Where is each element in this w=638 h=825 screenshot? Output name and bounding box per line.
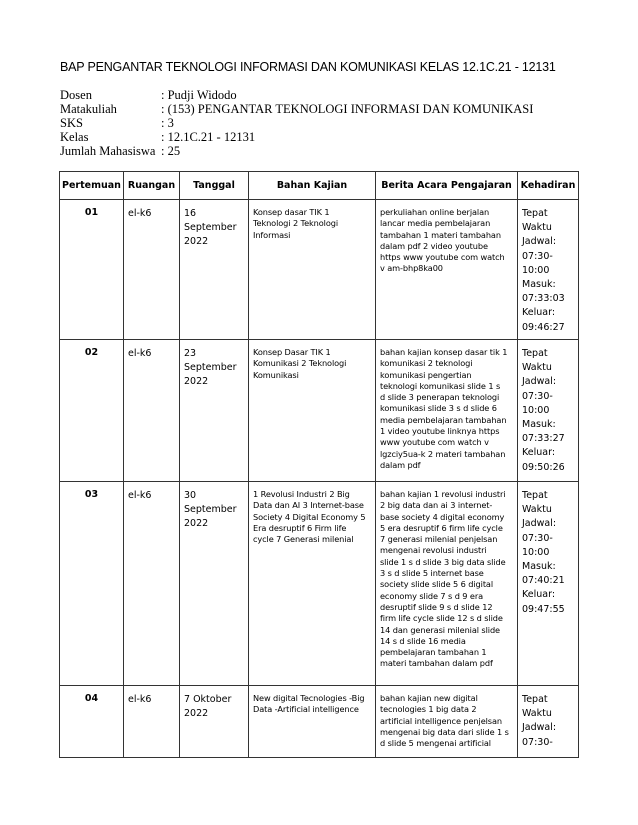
cell-line: komunikasi slide 3 s d slide 6 [380, 403, 497, 414]
cell-line: media pembelajaran tambahan [380, 414, 507, 425]
document-title: BAP PENGANTAR TEKNOLOGI INFORMASI DAN KOMUNIKASI KELAS 12.1C.21 - 12131 [60, 60, 556, 74]
cell-line: September [184, 222, 237, 233]
table-row [60, 686, 579, 758]
info-jumlah-mahasiswa [60, 144, 533, 158]
cell-tanggal [180, 482, 249, 686]
cell-line: Masuk: [522, 419, 556, 431]
cell-line: lancar media pembelajaran [380, 218, 491, 229]
info-dosen [60, 88, 533, 102]
cell-line: Waktu [522, 708, 552, 720]
cell-line: Tepat [522, 490, 548, 501]
cell-line: Masuk: [522, 561, 556, 573]
cell-line: 07:30- [522, 736, 553, 748]
cell-line: bahan kajian konsep dasar tik 1 [380, 347, 508, 357]
cell-line: September [184, 362, 237, 373]
cell-line: Komunikasi 2 Teknologi [253, 358, 347, 369]
info-kelas [60, 130, 533, 144]
cell-line: Konsep Dasar TIK 1 [253, 347, 331, 357]
header-tanggal: Tanggal [180, 172, 249, 200]
table-header-row [60, 172, 579, 200]
course-info [60, 88, 533, 158]
cell-line: mengenai revolusi industri [380, 545, 487, 556]
cell-line: Keluar: [522, 589, 556, 601]
cell-line: cycle 7 Generasi milenial [253, 534, 354, 545]
cell-line: Data -Artificial intelligence [253, 704, 359, 715]
info-value: : (153) PENGANTAR TEKNOLOGI INFORMASI DAN KOMUNIKASI [161, 102, 534, 116]
cell-tanggal [180, 340, 249, 482]
cell-line: Jadwal: [522, 722, 557, 734]
cell-kehadiran [518, 340, 579, 482]
header-ruangan: Ruangan [124, 172, 180, 200]
cell-pertemuan: 01 [60, 200, 124, 340]
cell-line: 09:50:26 [522, 461, 565, 473]
header-pertemuan: Pertemuan [60, 172, 124, 200]
info-value: : Pudji Widodo [161, 88, 237, 102]
cell-line: teknologi komunikasi slide 1 s [380, 380, 501, 391]
cell-line: 07:40:21 [522, 575, 565, 587]
cell-line: komunikasi 2 teknologi [380, 358, 473, 369]
cell-line: 2022 [184, 236, 209, 247]
cell-line: desruptif slide 9 s d slide 12 [380, 601, 493, 612]
cell-line: New digital Tecnologies -Big [253, 693, 365, 703]
cell-line: Data dan AI 3 Internet-base [253, 500, 364, 511]
cell-line: 23 [184, 348, 197, 359]
cell-line: Society 4 Digital Economy 5 [253, 511, 366, 522]
cell-line: 10:00 [522, 404, 550, 416]
cell-pertemuan: 03 [60, 482, 124, 686]
table-row [60, 200, 579, 340]
header-bahan-kajian: Bahan Kajian [249, 172, 376, 200]
cell-line: society slide slide 5 6 digital [380, 579, 494, 590]
cell-line: 2022 [184, 708, 209, 719]
cell-line: Komunikasi [253, 369, 299, 380]
cell-berita-acara [376, 200, 518, 340]
cell-line: 10:00 [522, 264, 550, 276]
cell-line: Tepat [522, 348, 548, 359]
cell-line: Keluar: [522, 447, 556, 459]
cell-line: mengenai big data dari slide 1 s [380, 726, 509, 737]
table-row [60, 340, 579, 482]
bap-table [59, 171, 579, 758]
cell-line: Tepat [522, 208, 548, 219]
cell-line: Waktu [522, 362, 552, 374]
info-label: SKS [60, 116, 83, 130]
cell-line: Waktu [522, 504, 552, 516]
cell-line: d slide 3 penerapan teknologi [380, 392, 500, 403]
cell-line: 16 [184, 208, 197, 219]
cell-berita-acara [376, 482, 518, 686]
cell-line: komunikasi pengertian [380, 369, 472, 380]
cell-bahan-kajian [249, 200, 376, 340]
cell-line: materi tambahan dalam pdf [380, 658, 493, 669]
cell-bahan-kajian [249, 686, 376, 758]
info-value: : 25 [161, 144, 181, 158]
cell-line: 14 s d slide 16 media [380, 635, 466, 646]
cell-line: lgzciy5ua-k 2 materi tambahan [380, 448, 506, 459]
cell-line: 30 [184, 490, 197, 501]
cell-line: 7 generasi milenial penjelsan [380, 534, 498, 545]
table-row [60, 482, 579, 686]
cell-line: perkuliahan online berjalan [380, 207, 490, 217]
cell-line: Jadwal: [522, 236, 557, 248]
cell-line: www youtube com watch v [380, 437, 489, 448]
cell-tanggal [180, 200, 249, 340]
cell-berita-acara [376, 686, 518, 758]
cell-line: Teknologi 2 Teknologi [253, 218, 338, 229]
cell-bahan-kajian [249, 340, 376, 482]
table-body [60, 200, 579, 758]
cell-line: d slide 5 mengenai artificial [380, 738, 491, 749]
cell-line: 1 Revolusi Industri 2 Big [253, 489, 350, 499]
cell-line: Keluar: [522, 307, 556, 319]
info-label: Dosen [60, 88, 92, 102]
cell-line: 07:30- [522, 390, 553, 402]
cell-line: tecnologies 1 big data 2 [380, 704, 477, 715]
cell-line: 14 dan generasi milenial slide [380, 624, 500, 635]
cell-line: https www youtube com watch [380, 252, 505, 263]
cell-line: tambahan 1 materi tambahan [380, 229, 501, 240]
cell-line: 07:33:03 [522, 293, 565, 305]
cell-line: bahan kajian 1 revolusi industri [380, 489, 506, 499]
info-label: Kelas [60, 130, 89, 144]
cell-line: Era desruptif 6 Firm life [253, 522, 347, 533]
info-sks [60, 116, 533, 130]
cell-line: pembelajaran tambahan 1 [380, 647, 487, 658]
cell-line: 1 video youtube linknya https [380, 426, 500, 437]
cell-kehadiran [518, 686, 579, 758]
cell-line: 07:30- [522, 532, 553, 544]
cell-line: firm life cycle slide 12 s d slide [380, 613, 503, 624]
cell-line: Informasi [253, 229, 291, 240]
cell-ruangan: el-k6 [124, 200, 180, 340]
info-value: : 12.1C.21 - 12131 [161, 130, 256, 144]
cell-line: slide 1 s d slide 3 big data slide [380, 556, 506, 567]
header-kehadiran: Kehadiran [518, 172, 579, 200]
cell-line: Konsep dasar TIK 1 [253, 207, 330, 217]
cell-ruangan: el-k6 [124, 340, 180, 482]
cell-line: Jadwal: [522, 376, 557, 388]
cell-line: Jadwal: [522, 518, 557, 530]
cell-line: 2022 [184, 518, 209, 529]
cell-line: 09:47:55 [522, 603, 565, 615]
cell-line: September [184, 504, 237, 515]
info-label: Matakuliah [60, 102, 117, 116]
cell-line: base society 4 digital economy [380, 511, 505, 522]
cell-line: bahan kajian new digital [380, 693, 478, 703]
cell-line: Waktu [522, 222, 552, 234]
info-matakuliah [60, 102, 533, 116]
cell-pertemuan: 04 [60, 686, 124, 758]
cell-line: dalam pdf [380, 459, 421, 470]
cell-line: dalam pdf 2 video youtube [380, 240, 488, 251]
cell-line: 3 s d slide 5 internet base [380, 568, 484, 579]
cell-ruangan: el-k6 [124, 686, 180, 758]
cell-line: 07:30- [522, 250, 553, 262]
cell-line: Tepat [522, 694, 548, 705]
cell-line: 07:33:27 [522, 433, 565, 445]
header-berita-acara: Berita Acara Pengajaran [376, 172, 518, 200]
cell-berita-acara [376, 340, 518, 482]
cell-bahan-kajian [249, 482, 376, 686]
cell-ruangan: el-k6 [124, 482, 180, 686]
cell-line: 09:46:27 [522, 321, 565, 333]
cell-line: Masuk: [522, 279, 556, 291]
cell-line: artificial intelligence penjelsan [380, 715, 502, 726]
cell-line: 10:00 [522, 546, 550, 558]
cell-tanggal [180, 686, 249, 758]
info-label: Jumlah Mahasiswa [60, 144, 156, 158]
cell-line: 2022 [184, 376, 209, 387]
cell-kehadiran [518, 482, 579, 686]
cell-line: v am-bhp8ka00 [380, 263, 443, 274]
cell-line: economy slide 7 s d 9 era [380, 590, 484, 601]
cell-line: 5 era desruptif 6 firm life cycle [380, 522, 503, 533]
cell-kehadiran [518, 200, 579, 340]
cell-line: 2 big data dan ai 3 internet- [380, 500, 493, 511]
info-value: : 3 [161, 116, 174, 130]
cell-line: 7 Oktober [184, 694, 232, 705]
cell-pertemuan: 02 [60, 340, 124, 482]
